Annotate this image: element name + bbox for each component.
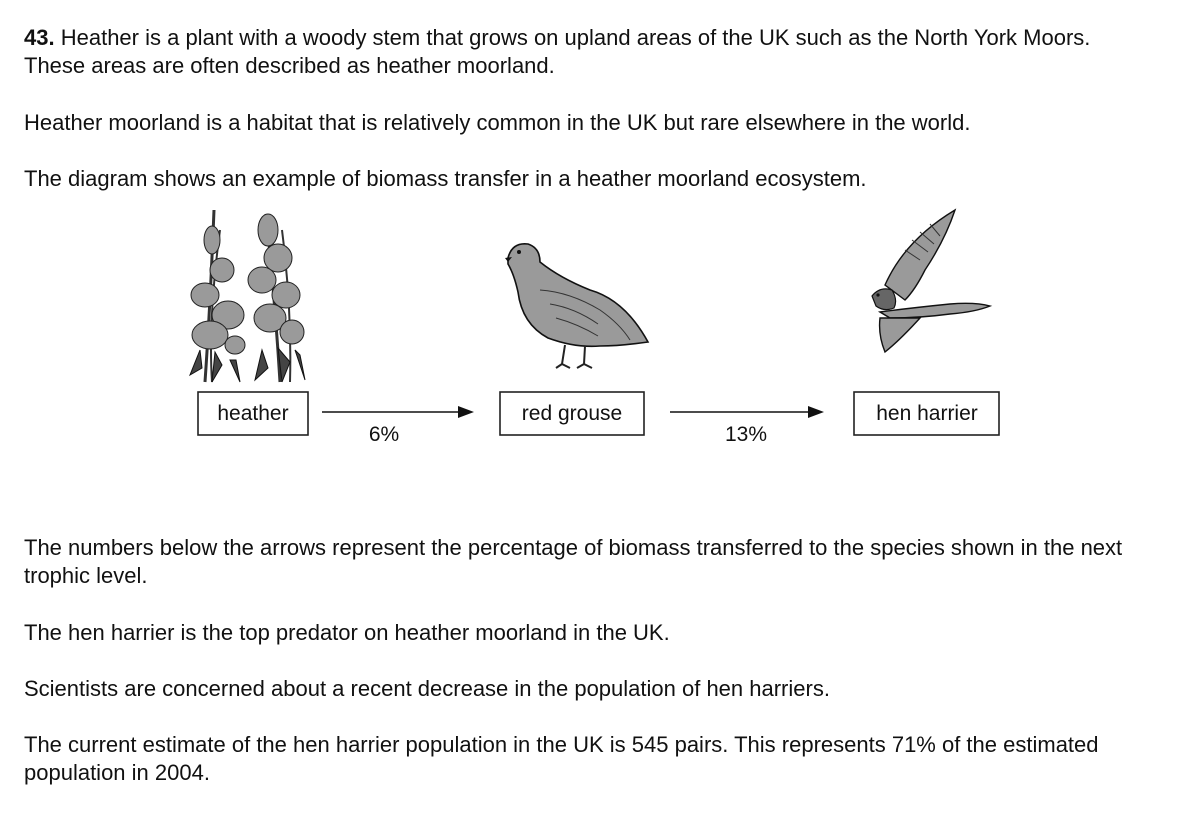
food-chain-diagram	[0, 200, 1194, 460]
paragraph-numbers: The numbers below the arrows represent the percentage of biomass transferred to the species shown in the next trophic level.	[24, 535, 1123, 588]
red-grouse-illustration	[505, 244, 648, 368]
paragraph-habitat: Heather moorland is a habitat that is relatively common in the UK but rare elsewhere in the world.	[24, 110, 971, 135]
heather-illustration	[190, 210, 305, 382]
paragraph-concern: Scientists are concerned about a recent decrease in the population of hen harriers.	[24, 676, 830, 701]
intro-text: Heather is a plant with a woody stem that grows on upland areas of the UK such as the North York Moors. These areas are often described as heather moorland.	[24, 25, 1091, 78]
transfer-percent-1: 6%	[368, 423, 400, 446]
species-label-heather: heather	[217, 402, 289, 425]
paragraph-top-predator: The hen harrier is the top predator on heather moorland in the UK.	[24, 620, 670, 645]
transfer-percent-2: 13%	[724, 423, 768, 446]
species-box-heather	[198, 392, 308, 435]
transfer-arrow-1	[322, 406, 474, 418]
question-intro	[24, 24, 1154, 80]
question-number: 43.	[24, 25, 55, 50]
species-box-red-grouse	[500, 392, 644, 435]
transfer-arrow-2	[670, 406, 824, 418]
paragraph-population: The current estimate of the hen harrier population in the UK is 545 pairs. This represents 71% of the estimated population in 2004.	[24, 732, 1099, 785]
hen-harrier-illustration	[872, 210, 990, 352]
paragraph-diagram-intro: The diagram shows an example of biomass transfer in a heather moorland ecosystem.	[24, 166, 867, 191]
species-label-hen-harrier: hen harrier	[876, 402, 978, 425]
species-label-red-grouse: red grouse	[521, 402, 623, 425]
species-box-hen-harrier	[854, 392, 999, 435]
